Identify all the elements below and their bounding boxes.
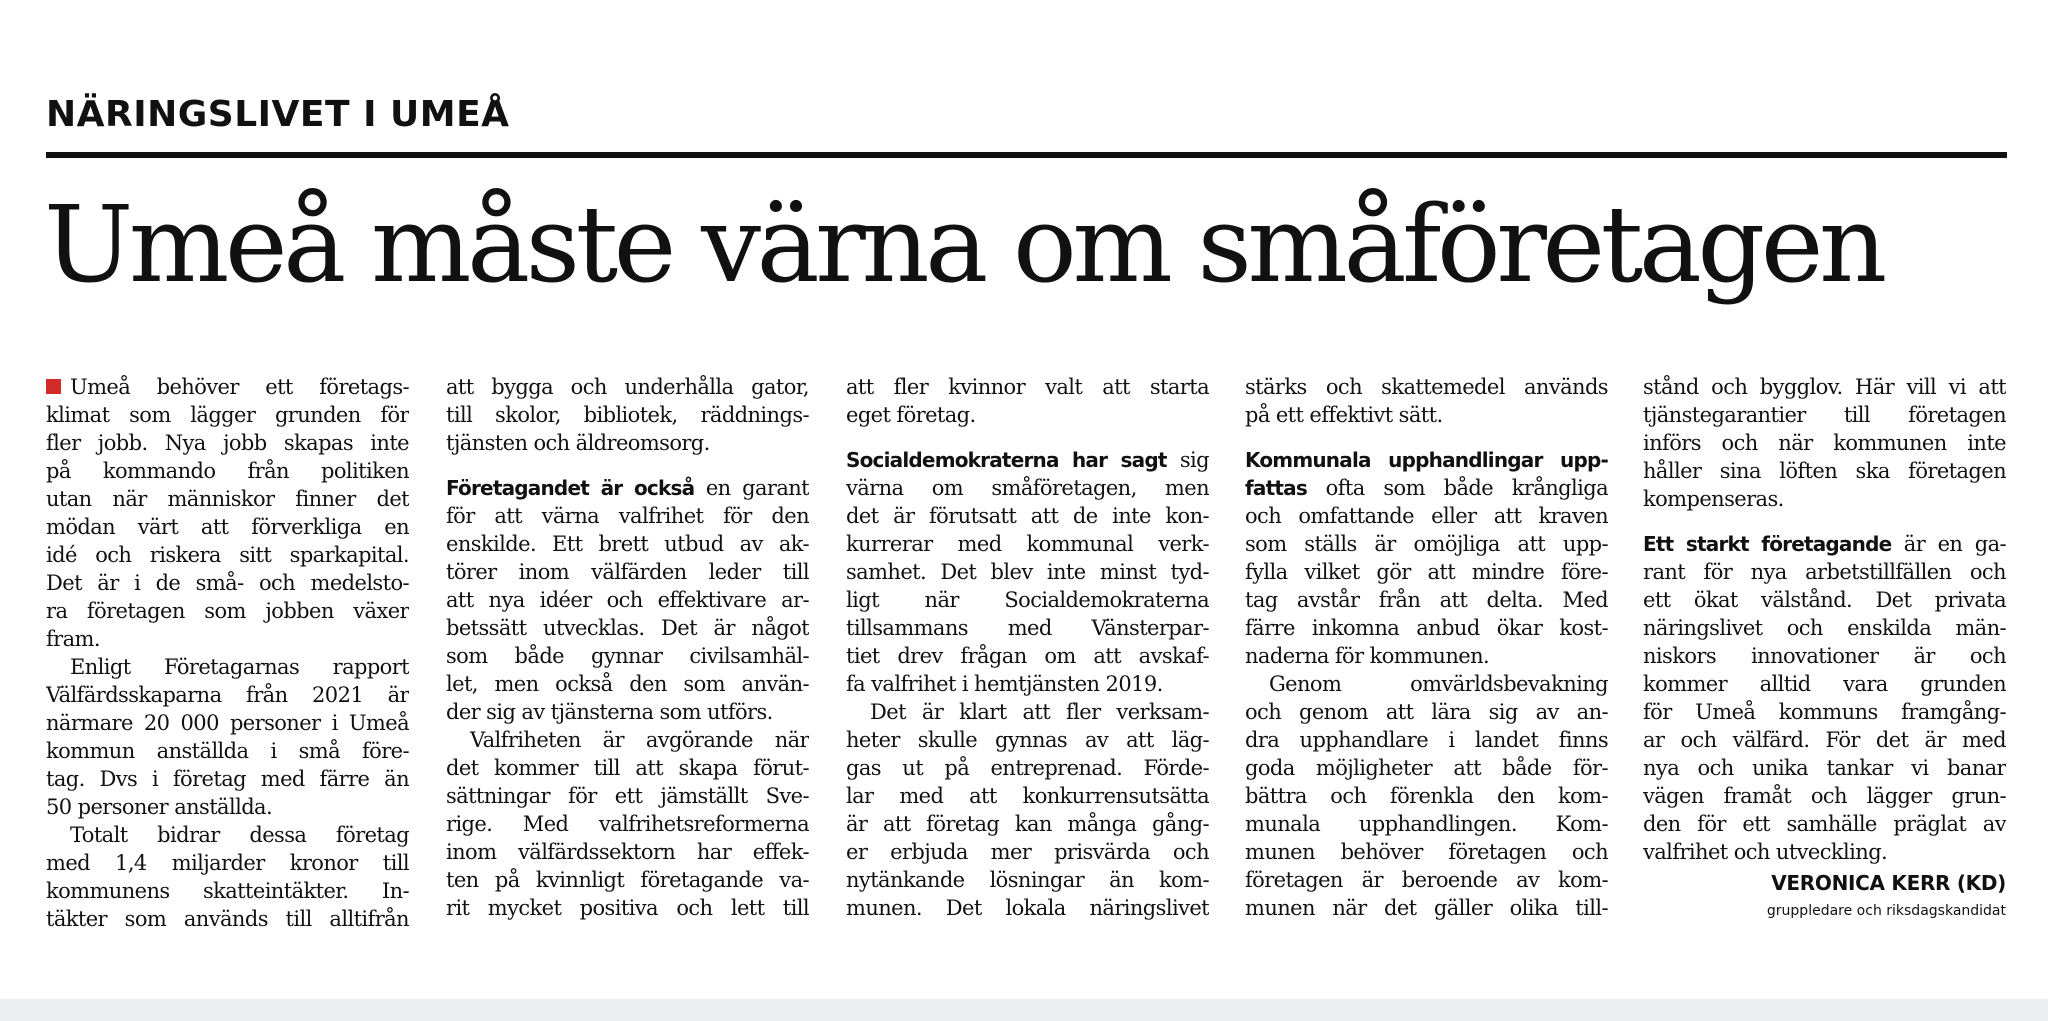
text-line: företagen är beroende av kom- (1245, 868, 1608, 892)
article-column-3 (846, 373, 1209, 922)
text-line: 50 personer anställda. (46, 795, 273, 819)
text-line: närmare 20 000 personer i Umeå (46, 711, 409, 735)
text-line: samhet. Det blev inte minst tyd- (846, 560, 1209, 584)
text-line: munen behöver företagen och (1245, 840, 1608, 864)
article-start-marker (46, 379, 61, 394)
article-column-2 (446, 373, 809, 922)
text-line: på ett effektivt sätt. (1245, 403, 1443, 427)
text-line: törer inom välfärden leder till (446, 560, 809, 584)
text-line: Socialdemokraterna har sagt sig (846, 448, 1209, 472)
text-line: lar med att konkurrensutsätta (846, 784, 1209, 808)
byline-role: gruppledare och riksdagskandidat (1766, 903, 2006, 919)
text-line: tjänstegarantier till företagen (1643, 403, 2006, 427)
text-line: ett ökat välstånd. Det privata (1643, 588, 2006, 612)
text-line: nytänkande lösningar än kom- (846, 868, 1209, 892)
text-line: på kommando från politiken (46, 459, 409, 483)
text-line: kommun anställda i små före- (46, 739, 409, 763)
text-line: dra upphandlare i landet finns (1245, 728, 1608, 752)
text-line: färre inkomna anbud ökar kost- (1245, 616, 1608, 640)
text-line: Företagandet är också en garant (446, 476, 809, 500)
text-line: att fler kvinnor valt att starta (846, 375, 1209, 399)
text-line: mödan värt att förverkliga en (46, 515, 409, 539)
text-line: som både gynnar civilsamhäl- (446, 644, 809, 668)
text-line: kompenseras. (1643, 487, 1784, 511)
text-line: täkter som används till alltifrån (46, 907, 409, 931)
text-line: med 1,4 miljarder kronor till (46, 851, 409, 875)
text-line: Totalt bidrar dessa företag (70, 823, 409, 847)
text-line: stånd och bygglov. Här vill vi att (1643, 375, 2006, 399)
text-line: tag avstår från att delta. Med (1245, 588, 1608, 612)
subheading: Ett starkt företagande (1643, 532, 1892, 556)
text-line: det kommer till att skapa förut- (446, 756, 809, 780)
text-line: rige. Med valfrihetsreformerna (446, 812, 809, 836)
text-line: stärks och skattemedel används (1245, 375, 1608, 399)
text-line: fattas ofta som både krångliga (1245, 476, 1608, 500)
text-line: heter skulle gynnas av att läg- (846, 728, 1209, 752)
text-line: tillsammans med Vänsterpar- (846, 616, 1209, 640)
byline: VERONICA KERR (KD) (1771, 871, 2006, 895)
text-line: idé och riskera sitt sparkapital. (46, 543, 409, 567)
text-line: tiet drev frågan om att avskaf- (846, 644, 1209, 668)
text-line: naderna för kommunen. (1245, 644, 1490, 668)
text-line: tag. Dvs i företag med färre än (46, 767, 409, 791)
text-line: rant för nya arbetstillfällen och (1643, 560, 2006, 584)
section-rule (46, 152, 2007, 158)
text-line: munen. Det lokala näringslivet (846, 896, 1209, 920)
text-line: sättningar för ett jämställt Sve- (446, 784, 809, 808)
text-line: Valfriheten är avgörande när (470, 728, 809, 752)
text-line: der sig av tjänsterna som utförs. (446, 700, 773, 724)
text-line: näringslivet och enskilda män- (1643, 616, 2006, 640)
text-line: som ställs är omöjliga att upp- (1245, 532, 1608, 556)
subheading: Företagandet är också (446, 476, 695, 500)
text-line: håller sina löften ska företagen (1643, 459, 2006, 483)
text-line: Genom omvärldsbevakning (1269, 672, 1608, 696)
text-line: er erbjuda mer prisvärda och (846, 840, 1209, 864)
section-kicker: NÄRINGSLIVET I UMEÅ (46, 94, 510, 135)
text-line: Det är i de små- och medelsto- (46, 571, 409, 595)
text-line: Välfärdsskaparna från 2021 är (46, 683, 409, 707)
text-line: vägen framåt och lägger grun- (1643, 784, 2006, 808)
text-line: munen när det gäller olika till- (1245, 896, 1608, 920)
article-column-1 (46, 373, 409, 933)
text-line: ra företagen som jobben växer (46, 599, 409, 623)
text-line: kommunens skatteintäkter. In- (46, 879, 409, 903)
text-line: fylla vilket gör att mindre före- (1245, 560, 1608, 584)
text-line: Det är klart att fler verksam- (870, 700, 1209, 724)
text-line: värna om småföretagen, men (846, 476, 1209, 500)
text-line: eget företag. (846, 403, 976, 427)
text-line: fler jobb. Nya jobb skapas inte (46, 431, 409, 455)
text-line: munala upphandlingen. Kom- (1245, 812, 1608, 836)
text-line: betssätt utvecklas. Det är något (446, 616, 809, 640)
text-line: för Umeå kommuns framgång- (1643, 700, 2006, 724)
text-line (1245, 446, 1608, 474)
text-line: gas ut på entreprenad. Förde- (846, 756, 1209, 780)
text-line: valfrihet och utveckling. (1643, 840, 1888, 864)
text-line: nya och unika tankar vi banar (1643, 756, 2006, 780)
text-line: inom välfärdssektorn har effek- (446, 840, 809, 864)
text-line: niskors innovationer är och (1643, 644, 2006, 668)
article-column-4 (1245, 373, 1608, 922)
text-line: till skolor, bibliotek, räddnings- (446, 403, 809, 427)
bottom-bar (0, 999, 2048, 1021)
text-line: kommer alltid vara grunden (1643, 672, 2006, 696)
text-line: Ett starkt företagande är en ga- (1643, 532, 2006, 556)
text-line: ar och välfärd. För det är med (1643, 728, 2006, 752)
text-line: klimat som lägger grunden för (46, 403, 409, 427)
text-line: Enligt Företagarnas rapport (70, 655, 409, 679)
text-line: för att värna valfrihet för den (446, 504, 809, 528)
text-line: enskilde. Ett brett utbud av ak- (446, 532, 809, 556)
text-line: ten på kvinnligt företagande va- (446, 868, 809, 892)
text-line: kurrerar med kommunal verk- (846, 532, 1209, 556)
text-line: att nya idéer och effektivare ar- (446, 588, 809, 612)
text-line: let, men också den som använ- (446, 672, 809, 696)
text-line: Umeå behöver ett företags- (46, 373, 409, 401)
text-line: utan när människor finner det (46, 487, 409, 511)
text-line: att bygga och underhålla gator, (446, 375, 809, 399)
text-line: tjänsten och äldreomsorg. (446, 431, 710, 455)
headline: Umeå måste värna om småföretagen (44, 183, 1883, 306)
text-line: det är förutsatt att de inte kon- (846, 504, 1209, 528)
text-line: bättra och förenkla den kom- (1245, 784, 1608, 808)
text-line: ligt när Socialdemokraterna (846, 588, 1209, 612)
subheading: Kommunala upphandlingar upp- (1245, 448, 1608, 472)
text-line: och omfattande eller att kraven (1245, 504, 1608, 528)
text-line: den för ett samhälle präglat av (1643, 812, 2006, 836)
text-line: är att företag kan många gång- (846, 812, 1209, 836)
text-line: goda möjligheter att både för- (1245, 756, 1608, 780)
text-line: rit mycket positiva och lett till (446, 896, 809, 920)
subheading: fattas (1245, 476, 1307, 500)
subheading: Socialdemokraterna har sagt (846, 448, 1167, 472)
text-line: fa valfrihet i hemtjänsten 2019. (846, 672, 1163, 696)
text-line: fram. (46, 627, 100, 651)
text-line: införs och när kommunen inte (1643, 431, 2006, 455)
text-line: och genom att lära sig av an- (1245, 700, 1608, 724)
article-column-5 (1643, 373, 2006, 924)
